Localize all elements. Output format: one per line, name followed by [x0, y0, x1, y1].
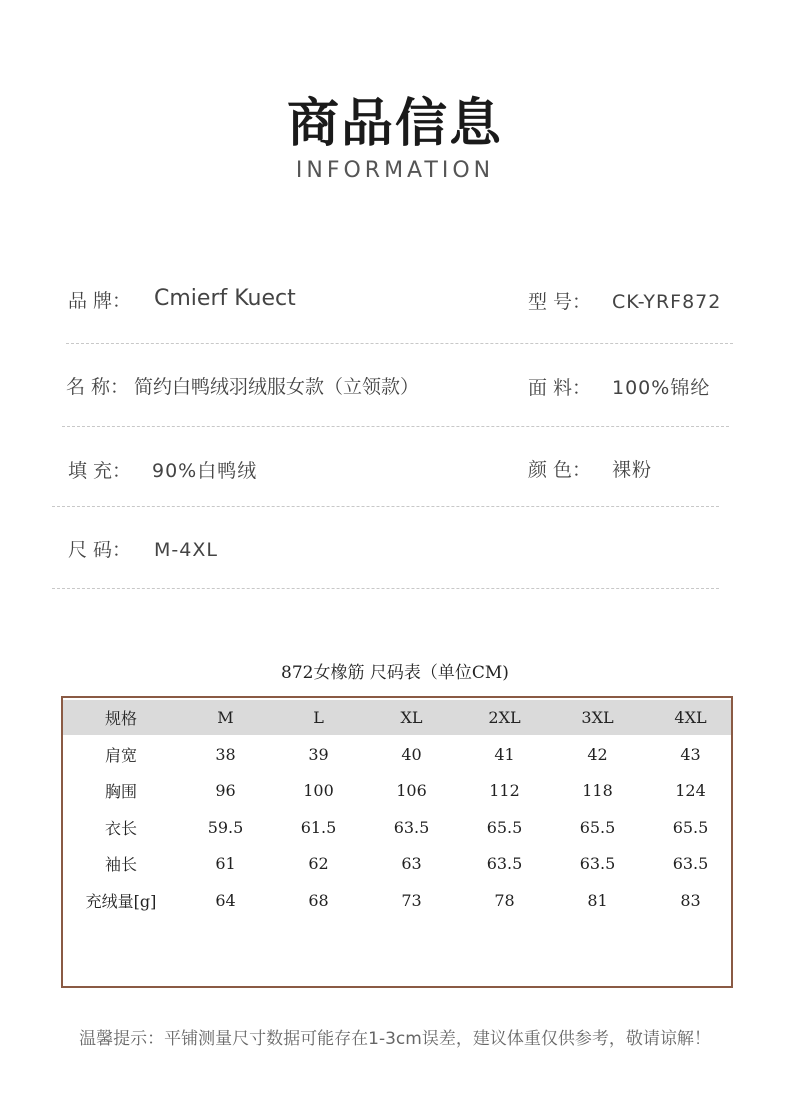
model-value: CK-YRF872: [612, 291, 722, 313]
header-cell: XL: [400, 708, 423, 727]
table-row: [63, 845, 731, 881]
filling-value: 90%白鸭绒: [152, 460, 258, 482]
color-value: 裸粉: [612, 459, 653, 481]
model-label: 型 号：: [528, 291, 592, 313]
table-cell: 40: [401, 744, 422, 764]
row-name-cell: 肩宽: [104, 745, 137, 765]
row-name-cell: 衣长: [104, 818, 137, 838]
table-cell: 61.5: [300, 817, 337, 837]
info-divider: [52, 506, 719, 507]
header-cell: 3XL: [581, 708, 614, 727]
size-table-title: 872女橡筋 尺码表（单位CM): [281, 663, 509, 683]
table-cell: 106: [396, 780, 427, 800]
table-cell: 73: [401, 890, 422, 910]
name-label: 名 称：: [66, 376, 130, 398]
header-cell: 4XL: [674, 708, 707, 727]
info-divider: [62, 426, 729, 427]
table-cell: 65.5: [579, 817, 616, 837]
table-cell: 43: [680, 744, 701, 764]
material-label: 面 料：: [528, 377, 592, 399]
table-cell: 118: [582, 780, 613, 800]
table-cell: 112: [489, 780, 520, 800]
warm-tip: 温馨提示：平铺测量尺寸数据可能存在1-3cm误差，建议体重仅供参考，敬请谅解！: [79, 1029, 711, 1049]
filling-label: 填 充：: [68, 460, 132, 482]
table-cell: 59.5: [207, 817, 244, 837]
table-row: [63, 736, 731, 772]
table-cell: 65.5: [486, 817, 523, 837]
info-divider: [52, 588, 719, 589]
table-row: [63, 882, 731, 918]
table-cell: 63.5: [672, 853, 709, 873]
page-title: 商品信息: [286, 94, 503, 154]
table-cell: 78: [494, 890, 515, 910]
row-name-cell: 充绒量[g]: [85, 891, 157, 911]
brand-value: Cmierf Kuect: [154, 286, 296, 311]
size-label: 尺 码：: [68, 539, 132, 561]
name-value: 简约白鸭绒羽绒服女款（立领款）: [134, 376, 420, 398]
table-cell: 63.5: [579, 853, 616, 873]
page-subtitle: INFORMATION: [295, 158, 495, 183]
table-cell: 63.5: [393, 817, 430, 837]
header-cell: L: [313, 708, 324, 727]
table-cell: 61: [215, 853, 236, 873]
header-cell: 规格: [104, 709, 137, 728]
table-cell: 83: [680, 890, 701, 910]
table-cell: 41: [494, 744, 515, 764]
info-divider: [66, 343, 733, 344]
color-label: 颜 色：: [528, 459, 592, 481]
table-cell: 63.5: [486, 853, 523, 873]
table-row: [63, 809, 731, 845]
row-name-cell: 胸围: [104, 781, 137, 801]
table-cell: 65.5: [672, 817, 709, 837]
table-cell: 62: [308, 853, 329, 873]
header-cell: M: [217, 708, 234, 727]
table-row: [63, 772, 731, 808]
table-cell: 38: [215, 744, 236, 764]
table-cell: 42: [587, 744, 608, 764]
table-cell: 100: [303, 780, 334, 800]
table-cell: 63: [401, 853, 422, 873]
size-value: M-4XL: [154, 539, 218, 561]
material-value: 100%锦纶: [612, 377, 711, 399]
size-table: [61, 696, 733, 988]
table-cell: 124: [675, 780, 706, 800]
size-table-header: [63, 700, 731, 735]
brand-label: 品 牌：: [68, 290, 132, 312]
table-cell: 64: [215, 890, 236, 910]
table-cell: 81: [587, 890, 608, 910]
header-cell: 2XL: [488, 708, 521, 727]
table-cell: 96: [215, 780, 236, 800]
table-cell: 68: [308, 890, 329, 910]
table-cell: 39: [308, 744, 329, 764]
row-name-cell: 袖长: [104, 854, 137, 874]
